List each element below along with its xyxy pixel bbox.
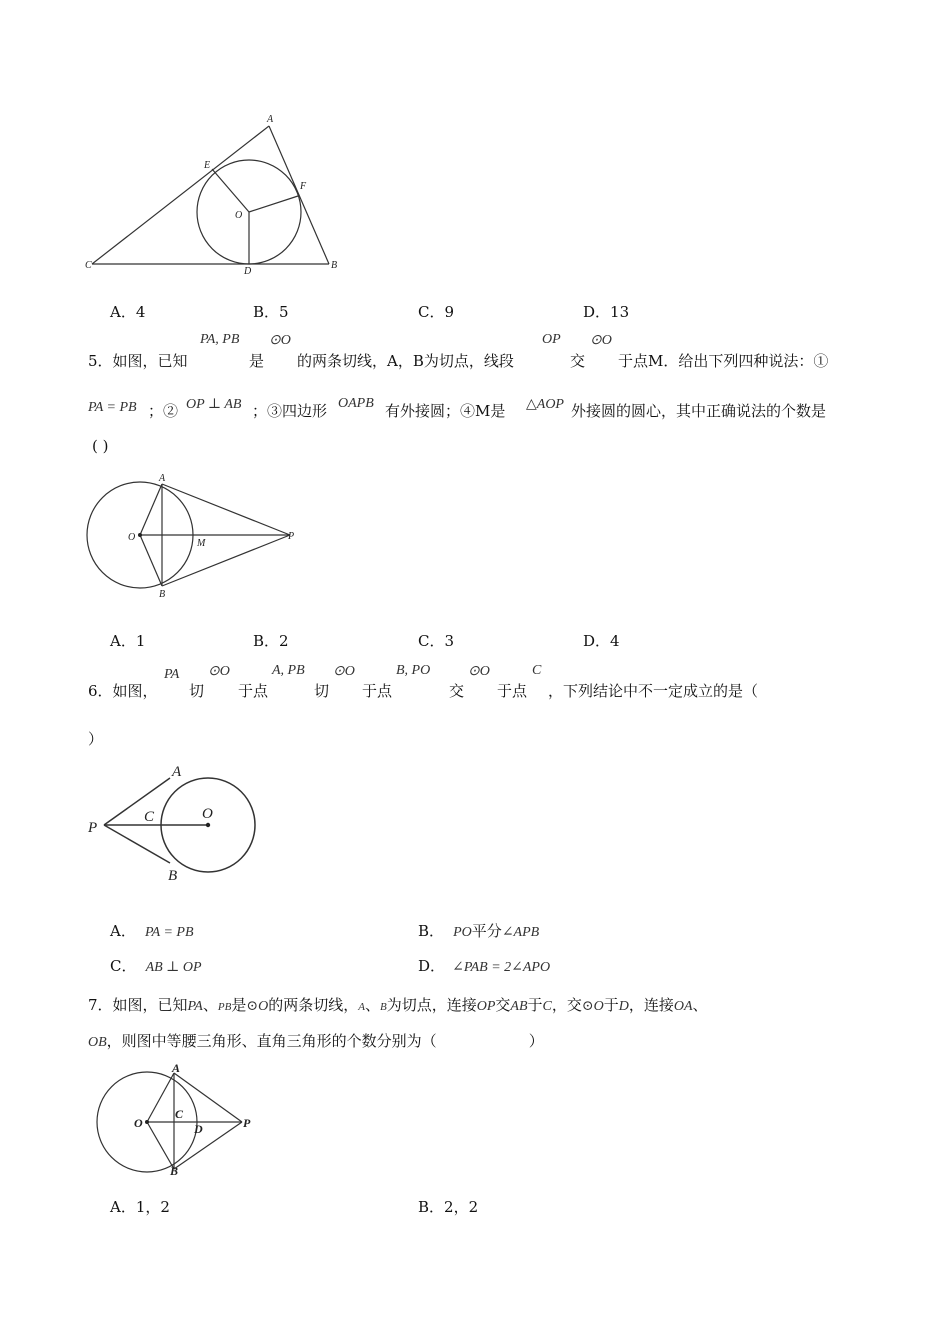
q6-math-circle-o-3: ⊙O [468,664,490,679]
q6-option-b-text: 平分 [471,922,502,940]
radius-OE [212,169,249,212]
side-AB [269,126,329,264]
q5-math-triangle-aop: △AOP [526,397,564,412]
q7-math-pa: PA [187,999,203,1014]
q6-text-2: 于点 [362,682,393,700]
q7-math-a: A [358,1001,365,1013]
q5-option-d[interactable]: D．4 [583,632,620,650]
q6-math-circle-o-2: ⊙O [333,664,355,679]
q7-text-yu-2: 于 [603,996,619,1014]
q5-text-shi: 是 [249,352,265,370]
q5-option-c[interactable]: C．3 [418,632,455,650]
q5-math-circle-o-1: ⊙O [269,333,291,348]
label-P: P [88,820,98,836]
label-P: P [288,531,295,542]
q6-option-d[interactable] [418,955,550,976]
q5-math-pa-eq-pb: PA = PB [88,400,137,415]
q5-text-3: ；② [148,402,179,420]
label-P: P [243,1116,251,1130]
segment-OB [140,535,162,586]
center-dot [138,533,142,537]
q6-math-c: C [532,663,542,678]
q5-math-op-perp-ab: OP ⊥ AB [186,397,242,412]
q6-math-pa: PA [164,667,180,682]
q7-text-2: 为切点，连接 [386,996,477,1014]
tangent-PB [104,825,170,863]
q6-option-a-math: PA = PB [144,925,194,940]
radius-OF [249,196,298,212]
q6-option-c-math: AB ⊥ OP [145,960,202,975]
q6-option-b-label: B． [418,922,445,940]
q6-math-b-po: B, PO [396,663,431,678]
q7-math-pb: PB [217,1001,232,1013]
q6-number: 6．如图， [88,682,158,700]
q7-math-ob: OB [88,1035,107,1050]
q6-text-3: 于点 [497,682,528,700]
label-O: O [202,806,213,822]
q6-math-a-pb: A, PB [272,663,305,678]
segment-OA [140,484,162,535]
q6-option-d-label: D． [418,957,446,975]
center-dot [206,823,210,827]
center-dot [145,1120,149,1124]
q4-option-a[interactable]: A．4 [110,303,146,321]
side-CA [92,126,269,264]
q7-text-jiao: 交 [495,996,511,1014]
q7-math-b: B [379,1001,387,1013]
q7-option-b[interactable]: B．2，2 [418,1198,479,1216]
q5-option-b[interactable]: B．2 [253,632,289,650]
q7-text-5: ，则图中等腰三角形、直角三角形的个数分别为（ [106,1032,437,1050]
q6-text-1: 于点 [238,682,269,700]
figure-incircle-triangle [80,110,350,280]
q6-option-c[interactable] [110,955,202,976]
q7-line-1 [88,994,708,1015]
q7-dun-1: 、 [202,996,218,1014]
label-D: D [194,1122,203,1136]
q5-text-6: 外接圆的圆心，其中正确说法的个数是 [571,402,827,420]
q5-math-circle-o-2: ⊙O [590,333,612,348]
label-A: A [172,764,182,780]
q7-dun-3: 、 [692,996,708,1014]
q7-close-paren: ） [528,1032,544,1050]
q7-dun-2: 、 [364,996,380,1014]
segment-OB [147,1122,174,1169]
q7-line-2 [88,1030,544,1051]
q6-math-circle-o-1: ⊙O [208,664,230,679]
label-B: B [170,1164,179,1177]
label-C: C [175,1107,184,1121]
label-F: F [300,181,307,192]
q4-option-c[interactable]: C．9 [418,303,455,321]
q6-option-a[interactable] [110,920,194,941]
tangent-PA [104,778,170,825]
q5-answer-paren: ( ) [92,437,109,455]
q7-math-ab: AB [510,999,528,1014]
q7-text-yu: 于 [527,996,543,1014]
figure-q5 [80,468,310,603]
tangent-PB [162,535,290,586]
q5-text-4: ；③四边形 [252,402,328,420]
q5-number: 5．如图，已知 [88,352,188,370]
label-A: A [267,114,274,125]
label-M: M [197,538,206,549]
q5-option-a[interactable]: A．1 [110,632,146,650]
q6-option-a-label: A． [110,922,136,940]
q7-math-circle-o-2: ⊙O [581,999,604,1014]
q7-math-circle-o-1: ⊙O [246,999,269,1014]
q6-option-b[interactable] [418,920,539,941]
label-O: O [235,210,243,221]
q4-option-b[interactable]: B．5 [253,303,289,321]
q6-option-c-label: C． [110,957,137,975]
label-A: A [172,1062,181,1075]
q5-text-jiao: 交 [570,352,586,370]
q6-text-qie-2: 切 [314,682,330,700]
tangent-PA [174,1073,242,1122]
q5-math-op: OP [542,332,561,347]
label-O: O [128,532,136,543]
q6-option-b-math-2: ∠APB [501,925,540,940]
q5-math-pa-pb: PA, PB [200,332,240,347]
q6-option-b-math: PO [453,925,472,940]
label-O: O [134,1116,143,1130]
tangent-PA [162,484,290,535]
figure-q7 [90,1062,265,1177]
q7-text-4: ，连接 [628,996,674,1014]
q5-text-1: 的两条切线，A，B为切点，线段 [297,352,514,370]
figure-q6 [80,755,280,887]
q7-text-1: 的两条切线， [268,996,359,1014]
tangent-PB [174,1122,242,1169]
q7-math-d: D [618,999,629,1014]
q6-close-paren: ） [88,730,104,748]
label-B: B [331,260,338,271]
label-A: A [159,473,166,484]
label-C: C [144,809,155,825]
q7-math-oa: OA [673,999,693,1014]
q7-math-op: OP [476,999,496,1014]
q5-math-oapb: OAPB [338,396,374,411]
q6-text-jiao: 交 [449,682,465,700]
q7-math-c: C [542,999,552,1014]
q7-option-a[interactable]: A．1，2 [110,1198,170,1216]
q7-text-shi: 是 [231,996,247,1014]
segment-OA [147,1073,174,1122]
q6-text-qie-1: 切 [189,682,205,700]
q6-option-d-math: ∠PAB = 2∠APO [452,960,551,975]
q7-number: 7．如图，已知 [88,996,188,1014]
q7-text-3: ，交 [551,996,582,1014]
q5-text-5: 有外接圆；④M是 [385,402,506,420]
q6-text-4: ，下列结论中不一定成立的是（ [548,682,759,700]
label-C: C [85,260,92,271]
q5-text-2: 于点M．给出下列四种说法：① [618,352,829,370]
q4-option-d[interactable]: D．13 [583,303,630,321]
label-D: D [244,266,252,277]
label-B: B [168,868,178,884]
label-E: E [204,160,211,171]
label-B: B [159,589,166,600]
